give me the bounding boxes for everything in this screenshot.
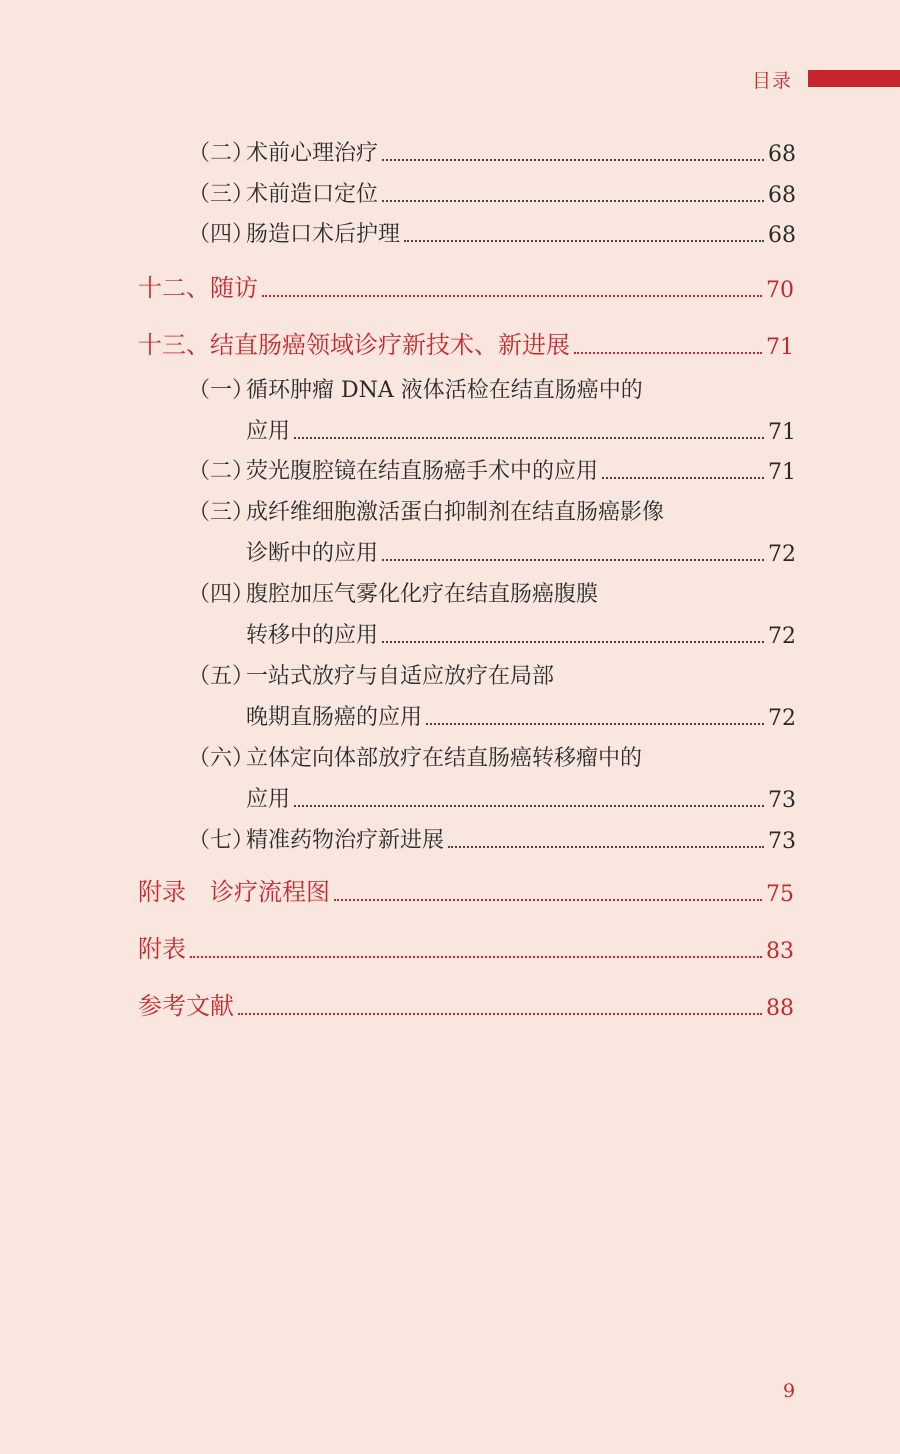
entry-page: 71	[768, 420, 796, 445]
toc-entry[interactable]	[188, 136, 796, 167]
leader-dots	[404, 240, 764, 242]
leader-dots	[448, 846, 764, 848]
entry-number: （七）	[188, 828, 255, 853]
entry-number: （三）	[188, 182, 255, 207]
leader-dots	[190, 956, 762, 958]
toc-entry-line1[interactable]	[188, 495, 664, 526]
section-title: 参考文献	[138, 992, 234, 1020]
leader-dots	[382, 200, 764, 202]
entry-page: 68	[768, 142, 796, 167]
toc-entry-line1[interactable]	[188, 373, 643, 404]
entry-page: 73	[768, 788, 796, 813]
entry-title: 循环肿瘤 DNA 液体活检在结直肠癌中的	[246, 378, 643, 403]
page-number: 9	[783, 1380, 796, 1402]
section-page: 83	[766, 939, 794, 964]
toc-entry-line2[interactable]	[246, 414, 796, 445]
entry-title-continued: 诊断中的应用	[246, 541, 379, 566]
entry-title-continued: 晚期直肠癌的应用	[246, 705, 423, 730]
section-page: 70	[766, 278, 794, 303]
entry-title: 立体定向体部放疗在结直肠癌转移瘤中的	[246, 746, 643, 771]
entry-number: （三）	[188, 500, 255, 525]
entry-title-continued: 应用	[246, 787, 291, 812]
entry-number: （六）	[188, 746, 255, 771]
leader-dots	[382, 559, 764, 561]
toc-entry-line1[interactable]	[188, 741, 642, 772]
toc-entry-line2[interactable]	[246, 536, 796, 567]
entry-number: （二）	[188, 141, 255, 166]
toc-section-entry[interactable]	[138, 929, 794, 964]
section-title: 十三、结直肠癌领域诊疗新技术、新进展	[138, 331, 570, 359]
leader-dots	[294, 805, 764, 807]
entry-number: （五）	[188, 664, 255, 689]
toc-entry-line2[interactable]	[246, 618, 796, 649]
toc-section-entry[interactable]	[138, 325, 794, 360]
toc-section-entry[interactable]	[138, 986, 794, 1021]
entry-number: （二）	[188, 459, 255, 484]
entry-title: 肠造口术后护理	[246, 222, 401, 247]
header-section-label: 目录	[752, 70, 793, 92]
leader-dots	[238, 1013, 762, 1015]
section-title: 附表	[138, 935, 186, 963]
entry-title: 精准药物治疗新进展	[246, 828, 445, 853]
leader-dots	[602, 477, 764, 479]
toc-entry[interactable]	[188, 454, 796, 485]
entry-title: 成纤维细胞激活蛋白抑制剂在结直肠癌影像	[246, 500, 665, 525]
leader-dots	[382, 159, 764, 161]
entry-title: 一站式放疗与自适应放疗在局部	[246, 664, 555, 689]
entry-page: 73	[768, 829, 796, 854]
section-page: 88	[766, 996, 794, 1021]
entry-title: 荧光腹腔镜在结直肠癌手术中的应用	[246, 459, 599, 484]
entry-page: 72	[768, 706, 796, 731]
toc-entry-line1[interactable]	[188, 577, 598, 608]
entry-title: 术前造口定位	[246, 182, 379, 207]
toc-entry-line2[interactable]	[246, 782, 796, 813]
toc-section-entry[interactable]	[138, 872, 794, 907]
toc-entry[interactable]	[188, 823, 796, 854]
leader-dots	[382, 641, 764, 643]
entry-page: 71	[768, 460, 796, 485]
section-page: 75	[766, 882, 794, 907]
toc-entry[interactable]	[188, 177, 796, 208]
section-title: 十二、随访	[138, 274, 258, 302]
entry-page: 72	[768, 624, 796, 649]
toc-entry-line1[interactable]	[188, 659, 554, 690]
entry-number: （一）	[188, 378, 255, 403]
header-accent-bar	[808, 70, 900, 87]
toc-section-entry[interactable]	[138, 268, 794, 303]
entry-title-continued: 应用	[246, 419, 291, 444]
entry-number: （四）	[188, 582, 255, 607]
entry-page: 68	[768, 223, 796, 248]
leader-dots	[426, 723, 764, 725]
entry-title: 术前心理治疗	[246, 141, 379, 166]
entry-title-continued: 转移中的应用	[246, 623, 379, 648]
leader-dots	[294, 437, 764, 439]
entry-title: 腹腔加压气雾化化疗在结直肠癌腹膜	[246, 582, 599, 607]
section-page: 71	[766, 335, 794, 360]
toc-entry-line2[interactable]	[246, 700, 796, 731]
leader-dots	[262, 295, 762, 297]
leader-dots	[574, 352, 762, 354]
section-title: 附录 诊疗流程图	[138, 878, 330, 906]
toc-entry[interactable]	[188, 217, 796, 248]
entry-page: 72	[768, 542, 796, 567]
entry-page: 68	[768, 183, 796, 208]
leader-dots	[334, 899, 762, 901]
entry-number: （四）	[188, 222, 255, 247]
